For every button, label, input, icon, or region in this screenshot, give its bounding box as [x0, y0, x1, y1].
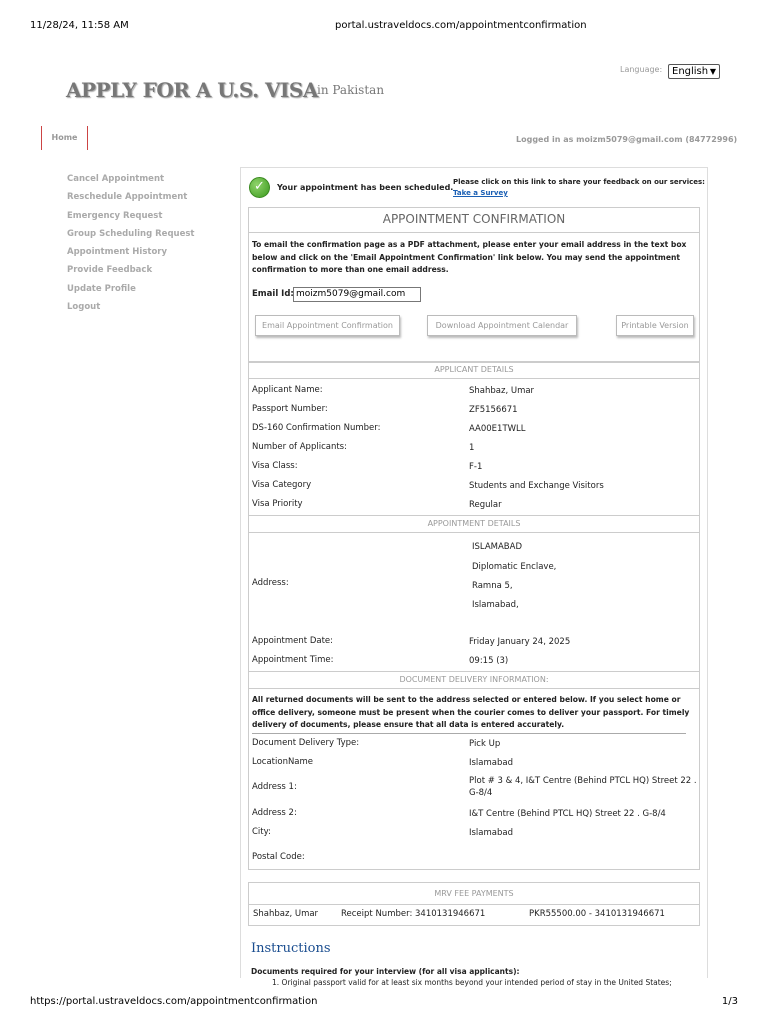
print-datetime: 11/28/24, 11:58 AM: [30, 20, 129, 31]
site-country: in Pakistan: [317, 83, 385, 97]
field-label: Visa Class:: [252, 461, 298, 471]
field-label: Address 1:: [252, 782, 297, 792]
field-label: Passport Number:: [252, 404, 328, 414]
appointment-details-header: APPOINTMENT DETAILS: [249, 515, 699, 533]
print-footer-url: https://portal.ustraveldocs.com/appointmentconfirmation: [30, 996, 318, 1007]
sidebar-item-logout[interactable]: Logout: [67, 302, 101, 313]
language-label: Language:: [620, 65, 663, 74]
field-value: Diplomatic Enclave,: [472, 562, 557, 572]
email-confirmation-button[interactable]: Email Appointment Confirmation: [255, 315, 400, 336]
field-value: Plot # 3 & 4, I&T Centre (Behind PTCL HQ) Street 22 . G-8/4: [469, 776, 697, 798]
field-value: Friday January 24, 2025: [469, 637, 571, 647]
field-label: Address 2:: [252, 808, 297, 818]
field-value: Islamabad: [469, 828, 513, 838]
field-label: Postal Code:: [252, 852, 305, 862]
sidebar-item-provide-feedback[interactable]: Provide Feedback: [67, 265, 153, 276]
divider: [249, 232, 699, 233]
instructions-title: Instructions: [251, 941, 331, 956]
field-value: 1: [469, 443, 475, 453]
sidebar-item-appointment-history[interactable]: Appointment History: [67, 247, 168, 258]
chevron-down-icon: ▼: [709, 67, 716, 76]
field-label: Appointment Time:: [252, 655, 334, 665]
field-label: DS-160 Confirmation Number:: [252, 423, 381, 433]
applicant-details-header: APPLICANT DETAILS: [249, 361, 699, 379]
fee-payments-header: MRV FEE PAYMENTS: [249, 883, 699, 905]
field-label: City:: [252, 827, 271, 837]
field-label: Visa Priority: [252, 499, 303, 509]
field-label: Applicant Name:: [252, 385, 323, 395]
instructions-item: 1. Original passport valid for at least six months beyond your intended period of stay in the United States;: [272, 978, 672, 987]
survey-link[interactable]: Take a Survey: [453, 189, 508, 197]
confirmation-description: To email the confirmation page as a PDF attachment, please enter your email address in the text box below and click on the 'Email Appointment Confirmation' link below. You may send the appointment confirmation to more than one email address.: [252, 240, 687, 274]
instructions-subtitle: Documents required for your interview (for all visa applicants):: [251, 967, 520, 976]
delivery-header: DOCUMENT DELIVERY INFORMATION:: [249, 671, 699, 689]
download-calendar-button[interactable]: Download Appointment Calendar: [427, 315, 577, 336]
delivery-note: All returned documents will be sent to the address selected or entered below. If you select home or office delivery, someone must be present when the courier comes to deliver your passport. For timely delivery of documents, please ensure that all data is entered accurately.: [252, 695, 690, 729]
field-value: Regular: [469, 500, 502, 510]
field-value: F-1: [469, 462, 483, 472]
fee-receipt-number: Receipt Number: 3410131946671: [341, 909, 486, 919]
field-value: ISLAMABAD: [472, 542, 522, 552]
field-value: I&T Centre (Behind PTCL HQ) Street 22 . G-8/4: [469, 809, 666, 819]
language-value: English: [672, 66, 709, 77]
field-value: 09:15 (3): [469, 656, 509, 666]
field-value: Ramna 5,: [472, 581, 513, 591]
site-title: APPLY FOR A U.S. VISA: [66, 78, 318, 102]
feedback-text: Please click on this link to share your feedback on our services:: [453, 178, 705, 186]
field-value: AA00E1TWLL: [469, 424, 526, 434]
field-value: Islamabad,: [472, 600, 519, 610]
print-header: [30, 20, 738, 34]
sidebar-item-update-profile[interactable]: Update Profile: [67, 283, 136, 294]
sidebar-item-group-scheduling[interactable]: Group Scheduling Request: [67, 228, 195, 239]
field-value: Islamabad: [469, 758, 513, 768]
divider: [252, 733, 686, 734]
nav-home-tab[interactable]: Home: [41, 126, 88, 150]
fee-payer-name: Shahbaz, Umar: [253, 909, 319, 919]
field-label: Address:: [252, 578, 289, 588]
email-field[interactable]: moizm5079@gmail.com: [293, 287, 421, 302]
field-value: ZF5156671: [469, 405, 518, 415]
print-footer: [30, 996, 738, 1007]
fee-amount: PKR55500.00 - 3410131946671: [529, 909, 665, 919]
logged-in-status: Logged in as moizm5079@gmail.com (84772996): [516, 135, 738, 144]
page-title: APPOINTMENT CONFIRMATION: [382, 212, 566, 226]
sidebar-item-cancel-appointment[interactable]: Cancel Appointment: [67, 174, 165, 184]
field-value: Students and Exchange Visitors: [469, 481, 604, 491]
field-value: Pick Up: [469, 739, 501, 749]
confirmation-box: [248, 207, 700, 363]
field-label: Number of Applicants:: [252, 442, 347, 452]
field-label: Visa Category: [252, 480, 312, 490]
language-select[interactable]: [668, 64, 720, 79]
status-message: Your appointment has been scheduled.: [277, 183, 454, 192]
email-label: Email Id:: [252, 289, 294, 299]
field-label: Appointment Date:: [252, 636, 333, 646]
sidebar-item-emergency-request[interactable]: Emergency Request: [67, 210, 163, 221]
print-url: portal.ustraveldocs.com/appointmentconfirmation: [335, 20, 587, 31]
sidebar-menu: [67, 173, 194, 319]
sidebar-item-reschedule-appointment[interactable]: Reschedule Appointment: [67, 192, 188, 203]
checkmark-icon: ✓: [249, 177, 270, 198]
field-label: Document Delivery Type:: [252, 738, 360, 748]
field-value: Shahbaz, Umar: [469, 386, 535, 396]
field-label: LocationName: [252, 757, 314, 767]
print-page-number: 1/3: [721, 996, 738, 1007]
fee-payments-box: [248, 882, 700, 926]
printable-version-button[interactable]: Printable Version: [616, 315, 694, 336]
